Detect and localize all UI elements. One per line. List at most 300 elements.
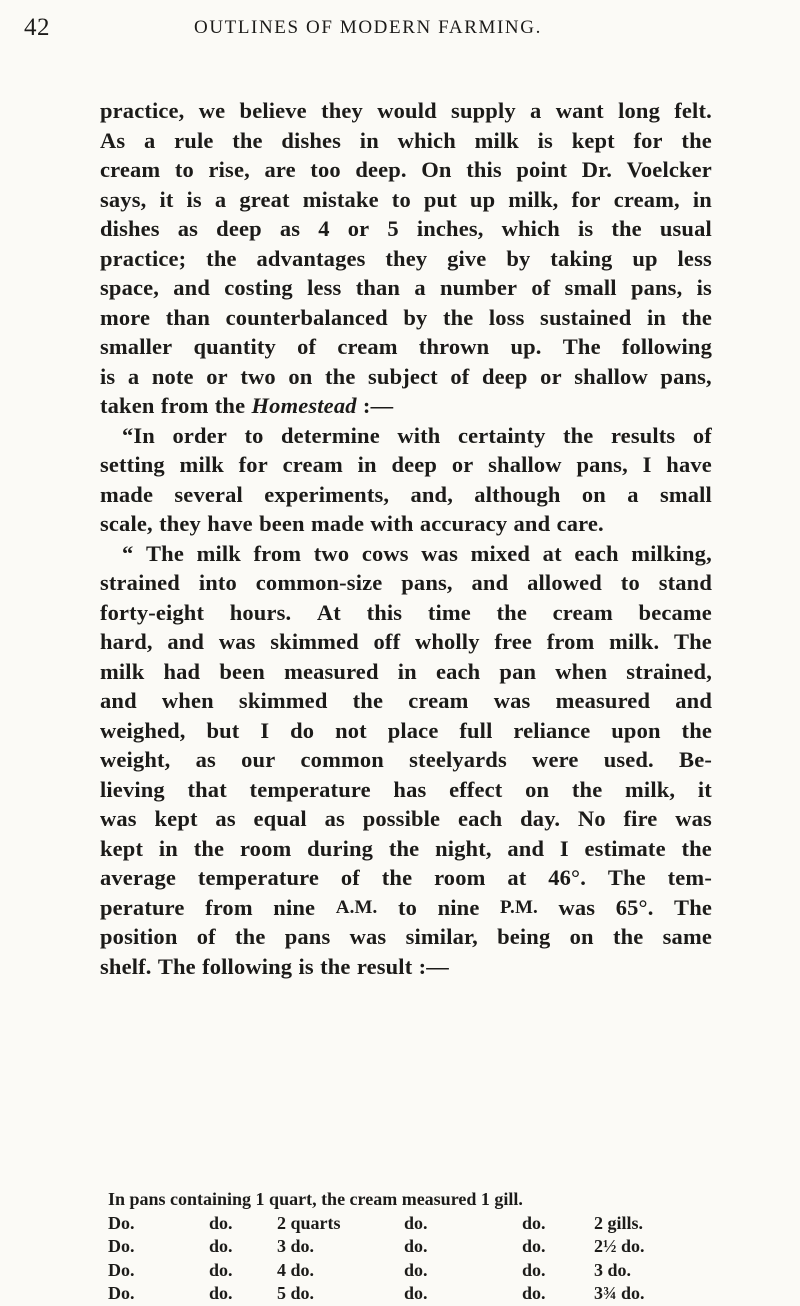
word: the (235, 924, 266, 949)
word: position (100, 924, 178, 949)
word: the (381, 865, 413, 890)
results-table (108, 1188, 698, 1306)
word: temperature (197, 865, 320, 890)
word: shelf. (100, 953, 152, 979)
word: several (174, 481, 243, 507)
word: which (397, 127, 456, 153)
word: milk (179, 452, 224, 477)
word: used. (603, 747, 654, 772)
word: similar, (405, 924, 478, 949)
text-line (100, 185, 712, 215)
table-cell: do. (404, 1259, 428, 1280)
word: estimate (584, 835, 666, 861)
word: taking (550, 245, 613, 271)
word: place (387, 717, 439, 743)
word: were (532, 747, 579, 772)
word: as (324, 806, 345, 831)
table-cell: 2½ do. (594, 1236, 645, 1256)
word: result (356, 953, 413, 979)
word: Be- (679, 747, 712, 772)
text-line (100, 155, 712, 185)
word: by (506, 245, 531, 271)
word: I (260, 717, 270, 743)
word: reliance (513, 717, 591, 743)
word: less (677, 245, 712, 271)
word: determine (281, 422, 380, 448)
word: average (100, 865, 177, 890)
word: for (633, 127, 663, 153)
word: up. (510, 334, 542, 359)
word: and, (410, 481, 453, 507)
word: the (325, 363, 356, 389)
word: they (321, 98, 363, 123)
word: experiments, (264, 481, 390, 507)
word: up (632, 245, 658, 271)
word: deep. (355, 157, 407, 182)
word: cream (337, 334, 398, 359)
word: rise, (208, 157, 250, 182)
word: is (696, 275, 712, 300)
word: and (167, 629, 205, 654)
word: following (621, 334, 712, 359)
word: at (507, 865, 527, 890)
word: for (571, 186, 601, 212)
word: at (542, 540, 562, 566)
word: space, (100, 275, 160, 300)
word: to (174, 157, 194, 182)
word: give (447, 245, 487, 271)
table-first-row: In pans containing 1 quart, the cream measured 1 gill. (108, 1189, 523, 1209)
word: do (290, 717, 315, 743)
word: the (681, 717, 712, 743)
word: to (244, 422, 264, 448)
word: care. (556, 511, 604, 536)
word: hard, (100, 629, 153, 654)
word: says, (100, 186, 147, 212)
word: have (666, 452, 712, 477)
table-cell: 2 quarts (277, 1212, 341, 1233)
text-line (100, 303, 712, 333)
word: with (397, 422, 441, 448)
word: of (531, 275, 551, 300)
word: :— (418, 953, 449, 979)
word: P.M. (500, 896, 538, 918)
text-line (100, 539, 712, 569)
word: is (100, 363, 116, 389)
word: The (157, 953, 196, 979)
table-cell: do. (522, 1283, 546, 1303)
word: or (347, 216, 370, 241)
word: on (581, 481, 606, 507)
word: each (435, 658, 481, 684)
word: have (207, 511, 253, 536)
word: deep (391, 452, 438, 477)
word: taken (100, 393, 155, 418)
word: smaller (100, 334, 173, 359)
table-cell: do. (522, 1236, 546, 1256)
word: As (100, 127, 126, 153)
word: had (163, 658, 201, 684)
word: same (662, 924, 712, 949)
word: they (385, 245, 428, 271)
table-cell: do. (209, 1212, 233, 1233)
word: The (607, 865, 646, 890)
word: Voelcker (626, 157, 712, 182)
table-cell: do. (209, 1236, 233, 1256)
table-row (108, 1259, 698, 1283)
text-line (100, 273, 712, 303)
word: and (675, 688, 712, 713)
word: sustained (540, 304, 632, 330)
word: practice, (100, 98, 185, 123)
word: strained (100, 570, 180, 595)
word: from (160, 393, 209, 418)
word: the (206, 245, 237, 271)
word: milk (100, 658, 145, 684)
word: would (377, 98, 437, 123)
table-cell: Do. (108, 1236, 135, 1256)
word: small (659, 481, 712, 507)
word: on (525, 776, 550, 802)
word: the (232, 127, 263, 153)
table-cell: 3 do. (277, 1236, 315, 1256)
word: pans, (660, 363, 712, 389)
word: of (692, 422, 712, 448)
word: night, (435, 835, 492, 861)
word: inches, (416, 216, 484, 241)
word: the (612, 924, 644, 949)
word: accuracy (419, 511, 508, 536)
word: it (697, 776, 712, 802)
text-line (100, 480, 712, 510)
text-line (100, 126, 712, 156)
word: each (574, 540, 619, 566)
word: been (219, 658, 265, 684)
word: order (172, 422, 227, 448)
word: practice; (100, 245, 187, 271)
word: each (457, 806, 503, 831)
word: time (427, 599, 471, 625)
word: been (259, 511, 305, 536)
word: a (144, 127, 156, 153)
word: the (681, 835, 712, 861)
word: loss (488, 304, 525, 330)
word: in (646, 304, 667, 330)
word: steelyards (409, 747, 507, 772)
word: quantity (193, 334, 276, 359)
word: perature (100, 894, 185, 920)
word: subject (368, 363, 438, 389)
word: but (206, 717, 240, 743)
table-cell: do. (209, 1259, 233, 1280)
word: setting (100, 452, 165, 477)
word: was (675, 806, 712, 831)
word: was (493, 688, 531, 713)
table-cell: do. (404, 1212, 428, 1233)
word: room (239, 835, 292, 861)
word: The (673, 629, 712, 654)
word: the (214, 393, 246, 418)
word: not (335, 717, 367, 743)
word: has (393, 776, 427, 802)
word: note (151, 363, 194, 389)
text-line (100, 863, 712, 893)
word: lieving (100, 776, 165, 802)
word: “ (122, 540, 134, 566)
word: this (466, 157, 502, 182)
word: 5 (387, 216, 399, 241)
word: two (240, 363, 276, 389)
word: the (320, 953, 351, 979)
word: pans, (576, 452, 628, 477)
word: milk (474, 127, 519, 153)
word: advantages (256, 245, 366, 271)
text-line (100, 391, 712, 421)
word: on (569, 924, 594, 949)
word: free (494, 629, 532, 654)
word: weighed, (100, 717, 186, 743)
word: is (537, 127, 553, 153)
word: A.M. (335, 896, 378, 918)
word: costing (224, 275, 293, 300)
table-row (108, 1212, 698, 1236)
word: although (474, 481, 561, 507)
word: equal (253, 806, 307, 831)
word: thrown (418, 334, 490, 359)
word: was (421, 540, 458, 566)
word: the (611, 216, 642, 241)
word: our (241, 747, 276, 772)
word: long (618, 98, 660, 123)
word: kept (571, 127, 615, 153)
text-line (100, 332, 712, 362)
word: as (195, 747, 216, 772)
word: nine (437, 894, 480, 920)
text-line (100, 598, 712, 628)
word: when (161, 688, 214, 713)
word: following (202, 953, 293, 979)
text-line (100, 568, 712, 598)
word: full (459, 717, 493, 743)
word: weight, (100, 747, 171, 772)
word: into (198, 570, 237, 595)
table-cell: 4 do. (277, 1259, 315, 1280)
word: I (559, 835, 569, 861)
word: mixed (470, 540, 531, 566)
word: cream (408, 688, 469, 713)
word: great (239, 186, 290, 212)
word: counterbalanced (225, 304, 388, 330)
word: milk (196, 540, 241, 566)
word: fire (623, 806, 658, 831)
word: in (359, 127, 379, 153)
word: cows (361, 540, 409, 566)
word: or (451, 452, 474, 477)
word: temperature (249, 776, 371, 802)
word: hours. (229, 599, 292, 625)
word: At (316, 599, 341, 625)
word: with (370, 511, 414, 536)
word: kept (100, 835, 144, 861)
word: usual (659, 216, 712, 241)
table-row (108, 1235, 698, 1259)
word: as (177, 216, 199, 241)
word: on (288, 363, 313, 389)
word: from (546, 629, 595, 654)
text-line (100, 509, 712, 539)
text-line (100, 834, 712, 864)
word: for (238, 452, 268, 477)
word: I (642, 452, 652, 477)
word: cream, (613, 186, 680, 212)
word: small (564, 275, 617, 300)
word: it (159, 186, 174, 212)
word: tem- (667, 865, 712, 890)
word: The (674, 894, 712, 920)
word: pans, (401, 570, 453, 595)
word: strained, (626, 658, 712, 684)
word: being (497, 924, 551, 949)
word: in (158, 835, 178, 861)
text-line (100, 627, 712, 657)
text-line (100, 421, 712, 451)
word: dishes (100, 216, 160, 241)
word: and (173, 275, 211, 300)
table-row (108, 1282, 698, 1306)
word: that (187, 776, 227, 802)
word: rule (174, 127, 214, 153)
word: a (127, 363, 140, 389)
table-cell: 5 do. (277, 1283, 315, 1303)
word: the (496, 599, 527, 625)
text-line (100, 362, 712, 392)
word: 4 (318, 216, 330, 241)
word: room (434, 865, 486, 890)
word: of (196, 924, 216, 949)
text-line (100, 745, 712, 775)
text-line (100, 686, 712, 716)
word: to (391, 186, 411, 212)
table-cell: do. (209, 1283, 233, 1303)
word: in (692, 186, 712, 212)
word: when (555, 658, 608, 684)
word: the (193, 835, 225, 861)
word: the (442, 304, 474, 330)
word: want (555, 98, 604, 123)
word: off (373, 629, 401, 654)
word: 65°. (615, 894, 654, 920)
word: became (638, 599, 712, 625)
word: or (206, 363, 228, 389)
word: by (403, 304, 428, 330)
word: the (681, 127, 712, 153)
word: shallow (488, 452, 562, 477)
text-line (100, 922, 712, 952)
word: in (397, 658, 417, 684)
word: mistake (302, 186, 379, 212)
word: dishes (281, 127, 342, 153)
word: too (310, 157, 341, 182)
word: this (366, 599, 403, 625)
word: and (471, 570, 509, 595)
table-cell: 2 gills. (594, 1212, 644, 1233)
word: we (198, 98, 226, 123)
word: a (627, 481, 639, 507)
text-line (100, 96, 712, 126)
word: the (681, 304, 712, 330)
word: The (562, 334, 601, 359)
word: forty-eight (100, 599, 205, 625)
word: upon (611, 717, 661, 743)
word: is (298, 953, 314, 979)
word: cream (282, 452, 343, 477)
word: day. (520, 806, 561, 831)
word: or (540, 363, 562, 389)
word: common-size (255, 570, 383, 595)
word: of (340, 865, 360, 890)
page-number: 42 (24, 14, 50, 41)
word: was (558, 894, 596, 920)
word: they (159, 511, 201, 536)
text-line (100, 244, 712, 274)
word: On (421, 157, 452, 182)
word: common (300, 747, 384, 772)
word: from (205, 894, 253, 920)
word: No (577, 806, 606, 831)
running-title: OUTLINES OF MODERN FARMING. (194, 17, 542, 38)
word: point (516, 157, 568, 182)
word: was (349, 924, 387, 949)
word: are (264, 157, 296, 182)
word: from (253, 540, 302, 566)
word: a (414, 275, 426, 300)
text-line (100, 804, 712, 834)
word: less (307, 275, 342, 300)
word: kept (154, 806, 198, 831)
word: milk, (625, 776, 676, 802)
word: cream (552, 599, 613, 625)
word: made (100, 481, 154, 507)
word: pan (499, 658, 537, 684)
word: and (100, 688, 137, 713)
word: to (398, 894, 418, 920)
word: during (307, 835, 374, 861)
word: believe (239, 98, 307, 123)
word: measured (284, 658, 379, 684)
word: the (388, 835, 420, 861)
word: which (501, 216, 560, 241)
word: is (186, 186, 202, 212)
word: and (513, 511, 551, 536)
word: milking, (631, 540, 712, 566)
word: pans, (630, 275, 683, 300)
text-line (100, 893, 712, 923)
text-line (100, 716, 712, 746)
word: than (165, 304, 211, 330)
table-cell: Do. (108, 1212, 135, 1233)
table-cell: 3¾ do. (594, 1283, 645, 1303)
word: cream (100, 157, 161, 182)
word: the (571, 776, 603, 802)
word: skimmed (238, 688, 328, 713)
word: Homestead (251, 393, 357, 418)
table-cell: Do. (108, 1283, 135, 1303)
word: The (146, 540, 184, 566)
text-line (100, 214, 712, 244)
text-line (100, 775, 712, 805)
word: pans (284, 924, 331, 949)
word: :— (362, 393, 394, 418)
